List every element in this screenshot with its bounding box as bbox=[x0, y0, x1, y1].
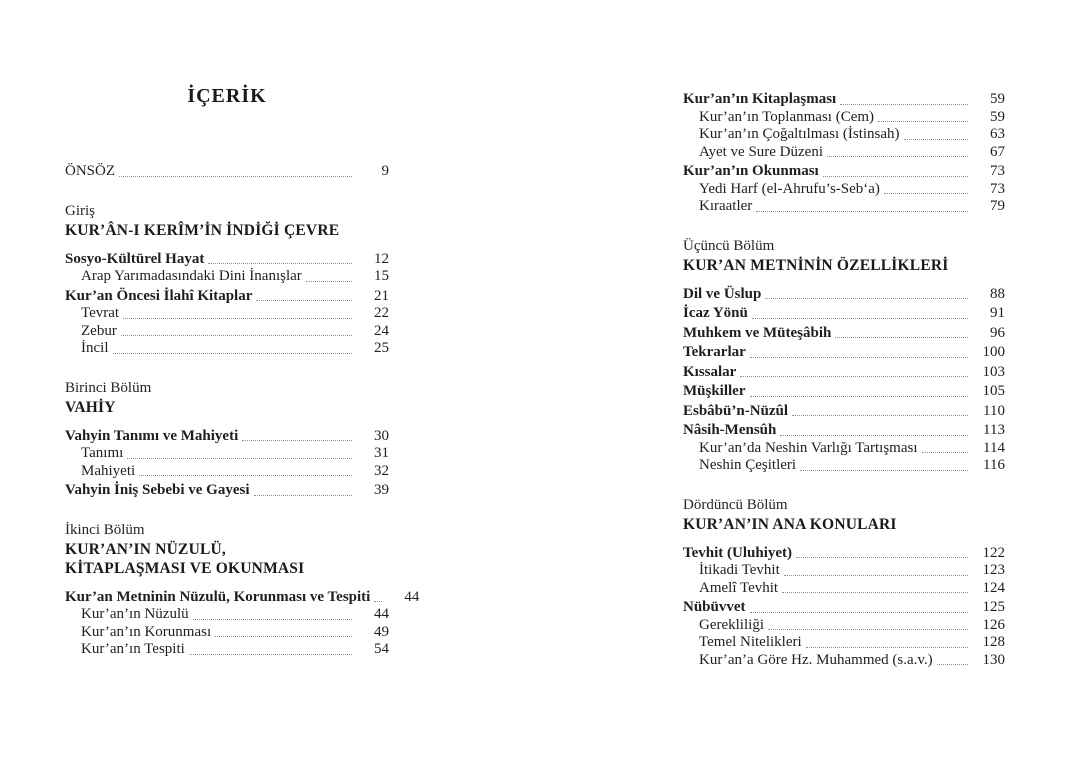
toc-entry[interactable] bbox=[65, 268, 389, 286]
toc-entry-label: Kur’an’da Neshin Varlığı Tartışması bbox=[699, 439, 918, 456]
toc-entry-label: Esbâbü’n-Nüzûl bbox=[683, 402, 789, 419]
toc-entry-label: Arap Yarımadasındaki Dini İnanışlar bbox=[81, 268, 302, 284]
toc-entry-page: 110 bbox=[983, 402, 1005, 419]
toc-entry-label: Tanımı bbox=[81, 445, 124, 461]
section-kicker: Dördüncü Bölüm bbox=[683, 496, 788, 513]
toc-entry[interactable] bbox=[683, 198, 1005, 216]
toc-entry-page: 59 bbox=[990, 108, 1005, 125]
toc-entry[interactable] bbox=[65, 251, 389, 269]
toc-entry[interactable] bbox=[683, 457, 1005, 475]
dot-leader bbox=[750, 612, 968, 613]
toc-entry-page: 25 bbox=[374, 340, 389, 356]
toc-entry-page: 113 bbox=[983, 422, 1005, 438]
toc-entry-page: 44 bbox=[374, 606, 389, 622]
dot-leader bbox=[806, 647, 968, 648]
dot-leader bbox=[756, 211, 968, 212]
section-kicker: İkinci Bölüm bbox=[65, 521, 145, 538]
dot-leader bbox=[823, 176, 968, 177]
dot-leader bbox=[121, 335, 352, 336]
dot-leader bbox=[796, 557, 968, 558]
toc-entry[interactable] bbox=[683, 181, 1005, 199]
dot-leader bbox=[904, 139, 968, 140]
toc-entry-page: 79 bbox=[990, 198, 1005, 214]
dot-leader bbox=[765, 298, 968, 299]
toc-entry[interactable] bbox=[683, 325, 1005, 343]
toc-entry-label: Sosyo-Kültürel Hayat bbox=[65, 250, 205, 267]
toc-entry-page: 105 bbox=[982, 383, 1005, 399]
toc-entry-label: Kur’an’ın Nüzulü bbox=[81, 606, 189, 622]
toc-entry[interactable] bbox=[65, 445, 389, 463]
toc-entry-list bbox=[65, 428, 389, 500]
toc-entry-page: 100 bbox=[982, 344, 1005, 360]
toc-entry[interactable] bbox=[65, 641, 389, 659]
toc-entry[interactable] bbox=[65, 323, 389, 341]
toc-entry-label: Zebur bbox=[81, 322, 117, 339]
toc-entry[interactable] bbox=[683, 144, 1005, 162]
toc-entry[interactable] bbox=[65, 163, 389, 181]
toc-entry-page: 125 bbox=[982, 599, 1005, 615]
toc-entry-page: 32 bbox=[374, 462, 389, 479]
toc-entry-label: Temel Nitelikleri bbox=[699, 634, 802, 650]
toc-entry-label: Neshin Çeşitleri bbox=[699, 457, 797, 473]
toc-entry-label: Nübüvvet bbox=[683, 599, 746, 615]
toc-entry[interactable] bbox=[683, 580, 1005, 598]
toc-entry-page: 73 bbox=[990, 163, 1005, 179]
toc-entry-list bbox=[683, 286, 1005, 475]
toc-entry-label: Tevhit (Uluhiyet) bbox=[683, 544, 793, 561]
dot-leader bbox=[768, 629, 968, 630]
toc-entry-label: Nâsih-Mensûh bbox=[683, 422, 777, 438]
section-heading bbox=[65, 202, 389, 240]
dot-leader bbox=[242, 440, 352, 441]
dot-leader bbox=[254, 495, 353, 496]
toc-entry-list bbox=[65, 163, 389, 181]
dot-leader bbox=[827, 156, 968, 157]
dot-leader bbox=[119, 176, 352, 177]
section-kicker: Giriş bbox=[65, 202, 95, 219]
toc-entry-label: Kur’an’a Göre Hz. Muhammed (s.a.v.) bbox=[699, 651, 933, 668]
toc-entry-page: 12 bbox=[374, 250, 389, 267]
dot-leader bbox=[780, 435, 968, 436]
toc-entry-page: 59 bbox=[990, 91, 1005, 107]
toc-entry[interactable] bbox=[683, 344, 1005, 362]
toc-entry-page: 116 bbox=[983, 457, 1005, 473]
toc-entry-label: Gerekliliği bbox=[699, 616, 764, 633]
page-title: İÇERİK bbox=[187, 85, 267, 107]
toc-entry-page: 88 bbox=[990, 285, 1005, 302]
toc-entry[interactable] bbox=[65, 463, 389, 481]
section-heading bbox=[65, 379, 389, 417]
toc-entry-label: Yedi Harf (el-Ahrufu’s-Seb‘a) bbox=[699, 180, 880, 197]
section-title-line: VAHİY bbox=[65, 398, 116, 416]
toc-entry-page: 44 bbox=[404, 588, 420, 605]
toc-entry-list bbox=[65, 251, 389, 358]
toc-entry-label: Tekrarlar bbox=[683, 344, 746, 360]
toc-entry-page: 103 bbox=[982, 363, 1005, 380]
toc-entry-label: Kur’an’ın Tespiti bbox=[81, 641, 185, 657]
toc-entry[interactable] bbox=[683, 383, 1005, 401]
toc-entry-page: 123 bbox=[982, 562, 1005, 578]
toc-entry-label: ÖNSÖZ bbox=[65, 163, 116, 179]
toc-entry-page: 24 bbox=[374, 322, 389, 339]
toc-entry[interactable] bbox=[683, 545, 1005, 563]
toc-entry[interactable] bbox=[683, 562, 1005, 580]
dot-leader bbox=[922, 452, 969, 453]
toc-entry-label: Amelî Tevhit bbox=[699, 579, 779, 596]
dot-leader bbox=[750, 396, 969, 397]
section-title-line: KİTAPLAŞMASI VE OKUNMASI bbox=[65, 559, 305, 577]
dot-leader bbox=[113, 353, 353, 354]
dot-leader bbox=[306, 281, 352, 282]
dot-leader bbox=[193, 619, 352, 620]
toc-entry-label: Kur’an Metninin Nüzulü, Korunması ve Tespiti bbox=[65, 588, 371, 605]
toc-entry-page: 130 bbox=[982, 651, 1005, 668]
section-title-line: KUR’AN’IN ANA KONULARI bbox=[683, 515, 897, 533]
toc-entry[interactable] bbox=[65, 482, 389, 500]
toc-entry-list bbox=[65, 588, 420, 659]
toc-entry-label: Ayet ve Sure Düzeni bbox=[699, 143, 823, 160]
dot-leader bbox=[740, 376, 968, 377]
toc-entry-page: 31 bbox=[374, 445, 389, 461]
dot-leader bbox=[937, 664, 968, 665]
toc-entry[interactable] bbox=[683, 126, 1005, 144]
toc-entry-label: Tevrat bbox=[81, 305, 120, 321]
toc-entry[interactable] bbox=[683, 286, 1005, 304]
dot-leader bbox=[752, 318, 968, 319]
toc-entry-label: İncil bbox=[81, 340, 109, 356]
toc-entry[interactable] bbox=[683, 422, 1005, 440]
toc-entry[interactable] bbox=[65, 428, 389, 446]
toc-entry-page: 91 bbox=[990, 305, 1005, 321]
toc-entry[interactable] bbox=[683, 652, 1005, 670]
toc-entry-label: İcaz Yönü bbox=[683, 305, 748, 321]
section-heading bbox=[683, 237, 1005, 275]
dot-leader bbox=[123, 318, 352, 319]
dot-leader bbox=[784, 575, 968, 576]
toc-column-right bbox=[683, 91, 1005, 669]
toc-entry-page: 73 bbox=[990, 180, 1005, 197]
toc-entry[interactable] bbox=[683, 440, 1005, 458]
toc-entry-label: İtikadi Tevhit bbox=[699, 562, 780, 578]
toc-column-left bbox=[65, 85, 420, 659]
toc-entry-page: 63 bbox=[990, 126, 1005, 142]
toc-entry-label: Kıraatler bbox=[699, 198, 753, 214]
toc-entry-page: 96 bbox=[990, 324, 1005, 341]
dot-leader bbox=[792, 415, 968, 416]
dot-leader bbox=[878, 121, 968, 122]
toc-entry[interactable] bbox=[683, 403, 1005, 421]
toc-entry-page: 39 bbox=[374, 482, 389, 498]
toc-entry[interactable] bbox=[65, 588, 420, 607]
dot-leader bbox=[139, 475, 352, 476]
toc-entry-page: 114 bbox=[983, 439, 1005, 456]
toc-entry-page: 124 bbox=[982, 579, 1005, 596]
section-kicker: Birinci Bölüm bbox=[65, 379, 152, 396]
toc-entry-label: Kur’an’ın Korunması bbox=[81, 623, 212, 640]
toc-entry-label: Kur’an’ın Çoğaltılması (İstinsah) bbox=[699, 126, 900, 142]
toc-entry[interactable] bbox=[683, 617, 1005, 635]
toc-entry-label: Mahiyeti bbox=[81, 462, 136, 479]
dot-leader bbox=[374, 601, 382, 602]
toc-entry-page: 49 bbox=[374, 623, 389, 640]
toc-entry[interactable] bbox=[683, 364, 1005, 382]
toc-entry-page: 54 bbox=[374, 641, 389, 657]
toc-entry-page: 128 bbox=[982, 634, 1005, 650]
toc-entry-page: 30 bbox=[374, 427, 389, 444]
toc-entry[interactable] bbox=[65, 606, 389, 624]
toc-entry[interactable] bbox=[65, 305, 389, 323]
toc-entry-label: Kur’an’ın Kitaplaşması bbox=[683, 91, 837, 107]
dot-leader bbox=[750, 357, 968, 358]
toc-entry[interactable] bbox=[65, 340, 389, 358]
section-kicker: Üçüncü Bölüm bbox=[683, 237, 775, 254]
toc-entry-list bbox=[683, 545, 1005, 670]
toc-entry-label: Kıssalar bbox=[683, 363, 737, 380]
section-heading bbox=[683, 496, 1005, 534]
section-heading bbox=[65, 521, 389, 578]
toc-entry-label: Kur’an’ın Toplanması (Cem) bbox=[699, 108, 875, 125]
section-title-line: KUR’AN METNİNİN ÖZELLİKLERİ bbox=[683, 256, 949, 274]
toc-entry[interactable] bbox=[683, 634, 1005, 652]
section-title-line: KUR’AN’IN NÜZULÜ, bbox=[65, 540, 226, 558]
toc-entry-list bbox=[683, 91, 1005, 216]
toc-entry-page: 21 bbox=[374, 287, 389, 304]
dot-leader bbox=[800, 470, 968, 471]
dot-leader bbox=[127, 458, 352, 459]
toc-entry-page: 122 bbox=[982, 544, 1005, 561]
section-title-line: KUR’ÂN-I KERÎM’İN İNDİĞİ ÇEVRE bbox=[65, 221, 340, 239]
dot-leader bbox=[782, 592, 968, 593]
dot-leader bbox=[189, 654, 352, 655]
toc-entry-page: 15 bbox=[374, 268, 389, 284]
toc-entry-page: 22 bbox=[374, 305, 389, 321]
toc-entry-page: 9 bbox=[381, 163, 389, 179]
toc-entry[interactable] bbox=[65, 288, 389, 306]
toc-entry-page: 67 bbox=[990, 143, 1005, 160]
toc-entry-page: 126 bbox=[982, 616, 1005, 633]
dot-leader bbox=[835, 337, 968, 338]
toc-entry[interactable] bbox=[683, 305, 1005, 323]
toc-entry[interactable] bbox=[65, 624, 389, 642]
toc-entry[interactable] bbox=[683, 91, 1005, 109]
toc-entry[interactable] bbox=[683, 109, 1005, 127]
dot-leader bbox=[208, 263, 352, 264]
toc-entry[interactable] bbox=[683, 599, 1005, 617]
toc-entry-label: Müşkiller bbox=[683, 383, 746, 399]
toc-entry[interactable] bbox=[683, 163, 1005, 181]
dot-leader bbox=[884, 193, 968, 194]
toc-entry-label: Muhkem ve Müteşâbih bbox=[683, 324, 832, 341]
dot-leader bbox=[215, 636, 352, 637]
toc-entry-label: Vahyin Tanımı ve Mahiyeti bbox=[65, 427, 239, 444]
dot-leader bbox=[840, 104, 968, 105]
toc-entry-label: Kur’an Öncesi İlahî Kitaplar bbox=[65, 287, 253, 304]
toc-entry-label: Vahyin İniş Sebebi ve Gayesi bbox=[65, 482, 250, 498]
toc-entry-label: Kur’an’ın Okunması bbox=[683, 163, 819, 179]
toc-entry-label: Dil ve Üslup bbox=[683, 285, 762, 302]
dot-leader bbox=[256, 300, 352, 301]
